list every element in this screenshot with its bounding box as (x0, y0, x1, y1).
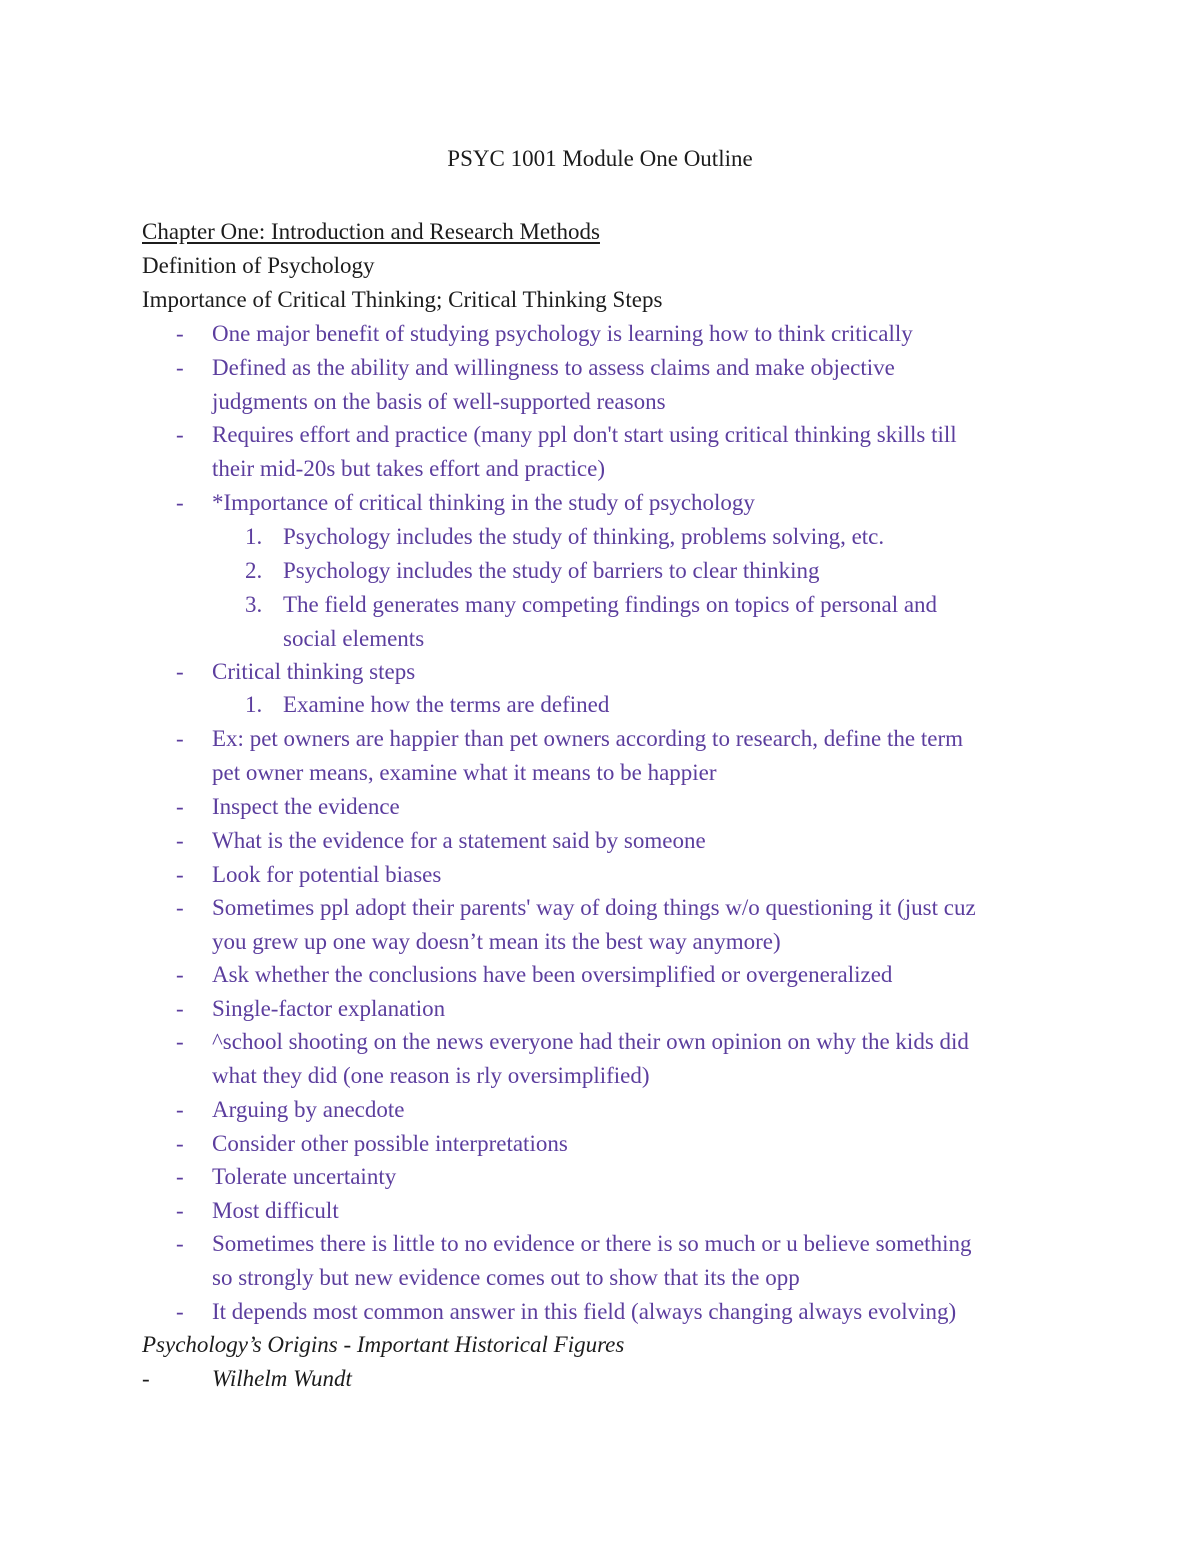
bullet-marker: - (176, 355, 184, 380)
document-title: PSYC 1001 Module One Outline (447, 146, 753, 171)
bullet-item: Look for potential biases (212, 862, 442, 887)
bullet-item-continued: their mid-20s but takes effort and practice) (212, 456, 605, 481)
bullet-item-continued: what they did (one reason is rly oversimplified) (212, 1063, 650, 1088)
chapter-heading: Chapter One: Introduction and Research Methods (142, 219, 600, 244)
bullet-marker: - (142, 1366, 150, 1391)
bullet-item: One major benefit of studying psychology is learning how to think critically (212, 321, 913, 346)
bullet-marker: - (176, 1029, 184, 1054)
bullet-marker: - (176, 794, 184, 819)
bullet-item: Sometimes ppl adopt their parents' way of doing things w/o questioning it (just cuz (212, 895, 976, 920)
bullet-item: Ask whether the conclusions have been oversimplified or overgeneralized (212, 962, 893, 987)
bullet-item: Requires effort and practice (many ppl don't start using critical thinking skills till (212, 422, 957, 447)
bullet-item: Arguing by anecdote (212, 1097, 405, 1122)
bullet-marker: - (176, 490, 184, 515)
bullet-item: Most difficult (212, 1198, 339, 1223)
bullet-marker: - (176, 828, 184, 853)
bullet-item: Single-factor explanation (212, 996, 446, 1021)
bullet-marker: - (176, 895, 184, 920)
bullet-item: It depends most common answer in this field (always changing always evolving) (212, 1299, 957, 1324)
numbered-item-continued: social elements (283, 626, 425, 651)
bullet-marker: - (176, 1299, 184, 1324)
bullet-marker: - (176, 726, 184, 751)
bullet-marker: - (176, 321, 184, 346)
numbered-item: Psychology includes the study of barriers to clear thinking (283, 558, 820, 583)
origins-item: Wilhelm Wundt (212, 1366, 352, 1391)
bullet-marker: - (176, 862, 184, 887)
numbered-item: Examine how the terms are defined (283, 692, 610, 717)
bullet-marker: - (176, 962, 184, 987)
bullet-item: Inspect the evidence (212, 794, 400, 819)
bullet-item-continued: pet owner means, examine what it means to be happier (212, 760, 717, 785)
section-heading-definition: Definition of Psychology (142, 253, 375, 278)
bullet-item: *Importance of critical thinking in the study of psychology (212, 490, 755, 515)
numbered-item: Psychology includes the study of thinking, problems solving, etc. (283, 524, 885, 549)
numbered-marker: 1. (245, 692, 263, 717)
bullet-marker: - (176, 422, 184, 447)
bullet-item-continued: you grew up one way doesn’t mean its the best way anymore) (212, 929, 781, 954)
bullet-item: ^school shooting on the news everyone had their own opinion on why the kids did (212, 1029, 969, 1054)
numbered-marker: 1. (245, 524, 263, 549)
numbered-marker: 3. (245, 592, 263, 617)
bullet-item: Consider other possible interpretations (212, 1131, 568, 1156)
bullet-marker: - (176, 1231, 184, 1256)
numbered-item: The field generates many competing findings on topics of personal and (283, 592, 938, 617)
bullet-item: Defined as the ability and willingness to assess claims and make objective (212, 355, 895, 380)
bullet-marker: - (176, 1164, 184, 1189)
bullet-item-continued: judgments on the basis of well-supported reasons (212, 389, 666, 414)
bullet-marker: - (176, 1198, 184, 1223)
bullet-item: Critical thinking steps (212, 659, 416, 684)
bullet-marker: - (176, 1131, 184, 1156)
bullet-item: Tolerate uncertainty (212, 1164, 397, 1189)
numbered-marker: 2. (245, 558, 263, 583)
bullet-marker: - (176, 659, 184, 684)
section-heading-origins: Psychology’s Origins - Important Historical Figures (142, 1332, 625, 1357)
bullet-item-continued: so strongly but new evidence comes out to show that its the opp (212, 1265, 800, 1290)
bullet-item: What is the evidence for a statement said by someone (212, 828, 706, 853)
bullet-marker: - (176, 996, 184, 1021)
section-heading-critical-thinking: Importance of Critical Thinking; Critical Thinking Steps (142, 287, 663, 312)
bullet-item: Ex: pet owners are happier than pet owners according to research, define the term (212, 726, 964, 751)
bullet-item: Sometimes there is little to no evidence or there is so much or u believe something (212, 1231, 972, 1256)
bullet-marker: - (176, 1097, 184, 1122)
